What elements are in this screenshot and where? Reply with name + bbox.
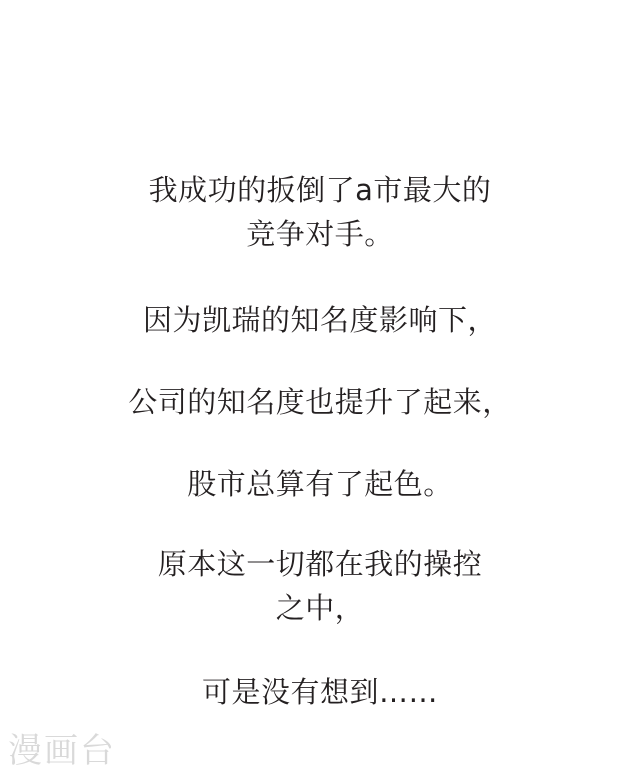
narration-paragraph xyxy=(110,168,530,256)
narration-line: 之中， xyxy=(275,591,365,625)
narration-line: 可是没有想到…… xyxy=(201,675,438,709)
narration-text-block xyxy=(0,168,640,714)
narration-paragraph xyxy=(110,380,530,424)
narration-line: 竞争对手。 xyxy=(246,217,394,251)
narration-line: 公司的知名度也提升了起来， xyxy=(128,385,512,419)
narration-paragraph xyxy=(110,670,530,714)
narration-paragraph xyxy=(110,462,530,506)
narration-paragraph xyxy=(110,298,530,342)
narration-line: 因为凯瑞的知名度影响下， xyxy=(142,303,497,337)
narration-line: 原本这一切都在我的操控 xyxy=(157,547,483,581)
narration-paragraph xyxy=(110,542,530,630)
narration-line: 我成功的扳倒了a市最大的 xyxy=(148,173,492,207)
watermark-text: 漫画台 xyxy=(8,731,116,771)
narration-line: 股市总算有了起色。 xyxy=(187,467,453,501)
